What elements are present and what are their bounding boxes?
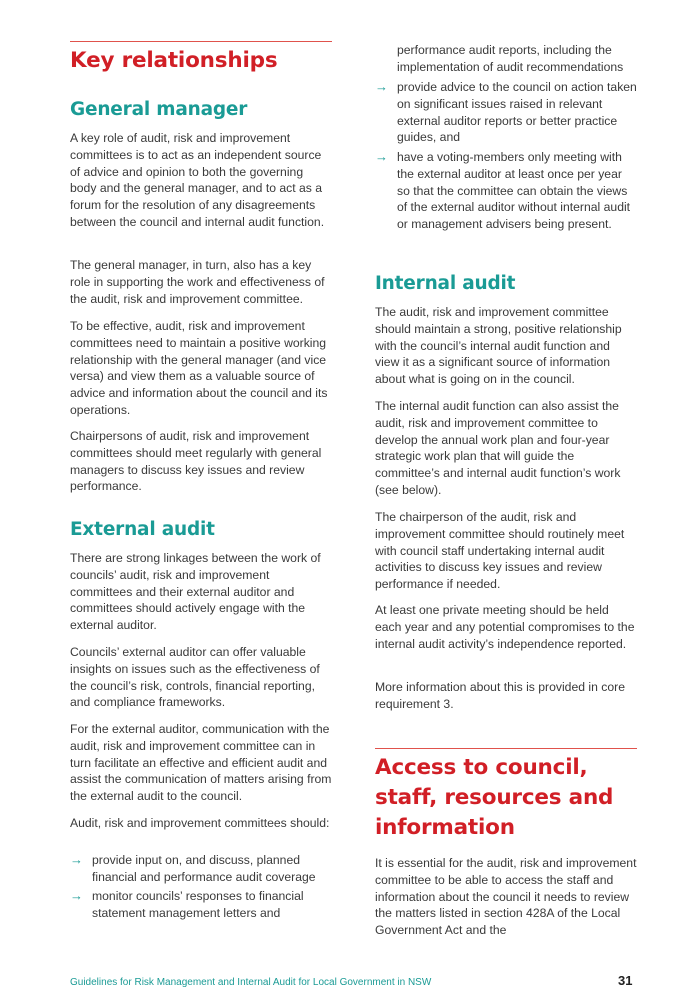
bullet-item xyxy=(375,79,637,147)
arrow-right-icon: → xyxy=(375,79,388,94)
bullet-item xyxy=(70,888,332,922)
page-number: 31 xyxy=(618,973,633,988)
ext-paragraph-4: Audit, risk and improvement committees should: xyxy=(70,816,330,830)
bullet-text: provide input on, and discuss, planned financial and performance audit coverage xyxy=(92,853,316,884)
access-heading: Access to council, staff, resources and information xyxy=(375,755,614,840)
arrow-right-icon: → xyxy=(375,149,388,164)
bullet-item xyxy=(375,149,637,249)
bullet-text: provide advice to the council on action taken on significant issues raised in relevant external auditor reports or better practice guides, and xyxy=(397,80,637,145)
gm-paragraph-1: A key role of audit, risk and improvement committees is to act as an independent source of advice and opinion to both the governing body and the general manager, and to act as a forum for the resolution of any disagreements between the council and internal audit function. xyxy=(70,131,325,229)
int-paragraph-5: More information about this is provided in core requirement 3. xyxy=(375,680,625,711)
key-relationships-heading: Key relationships xyxy=(70,48,278,73)
int-paragraph-1: The audit, risk and improvement committee should maintain a strong, positive relationship with the council’s internal audit function and view it as a significant source of information about what is going on in the council. xyxy=(375,305,622,387)
bullet-continuation-text: performance audit reports, including the implementation of audit recommendations xyxy=(397,43,624,74)
int-paragraph-2: The internal audit function can also assist the audit, risk and improvement committee to develop the annual work plan and four-year strategic work plan that will guide the committee’s and internal audit function’s work (see below). xyxy=(375,399,621,497)
bullet-text: have a voting-members only meeting with the external auditor at least once per year so that the committee can obtain the views of the external auditor without internal audit or management advisers being present. xyxy=(397,150,631,232)
gm-paragraph-4: Chairpersons of audit, risk and improvement committees should meet regularly with general managers to discuss key issues and review performance. xyxy=(70,429,322,494)
internal-audit-heading: Internal audit xyxy=(375,273,516,294)
footer-title: Guidelines for Risk Management and Internal Audit for Local Government in NSW xyxy=(70,977,432,988)
section-rule xyxy=(375,748,637,749)
ext-paragraph-2: Councils’ external auditor can offer valuable insights on issues such as the effectiveness of the council’s risk, controls, financial reporting, and compliance frameworks. xyxy=(70,645,320,710)
ext-paragraph-3: For the external auditor, communication with the audit, risk and improvement committee can in turn facilitate an effective and efficient audit and assist the communication of matters arising from the external audit to the council. xyxy=(70,722,332,804)
external-audit-heading: External audit xyxy=(70,519,215,540)
section-rule xyxy=(70,41,332,42)
general-manager-heading: General manager xyxy=(70,99,248,120)
arrow-right-icon: → xyxy=(70,852,83,867)
bullet-text: monitor councils’ responses to financial statement management letters and xyxy=(92,889,304,920)
bullet-item xyxy=(70,852,332,886)
access-paragraph-1: It is essential for the audit, risk and improvement committee to be able to access the staff and information about the council it needs to review the matters listed in section 428A of the Local Government Act and the xyxy=(375,856,637,938)
gm-paragraph-3: To be effective, audit, risk and improvement committees need to maintain a positive working relationship with the general manager (and vice versa) and view them as a valuable source of advice and information about the council and its operations. xyxy=(70,319,328,417)
int-paragraph-4: At least one private meeting should be held each year and any potential compromises to the internal audit activity’s independence reported. xyxy=(375,603,635,651)
ext-paragraph-1: There are strong linkages between the work of councils’ audit, risk and improvement committees and their external auditor and committees should actively engage with the external auditor. xyxy=(70,551,321,633)
gm-paragraph-2: The general manager, in turn, also has a key role in supporting the work and effectiveness of the audit, risk and improvement committee. xyxy=(70,258,325,306)
arrow-right-icon: → xyxy=(70,888,83,903)
int-paragraph-3: The chairperson of the audit, risk and improvement committee should routinely meet with council staff undertaking internal audit activities to discuss key issues and review performance if needed. xyxy=(375,510,625,592)
